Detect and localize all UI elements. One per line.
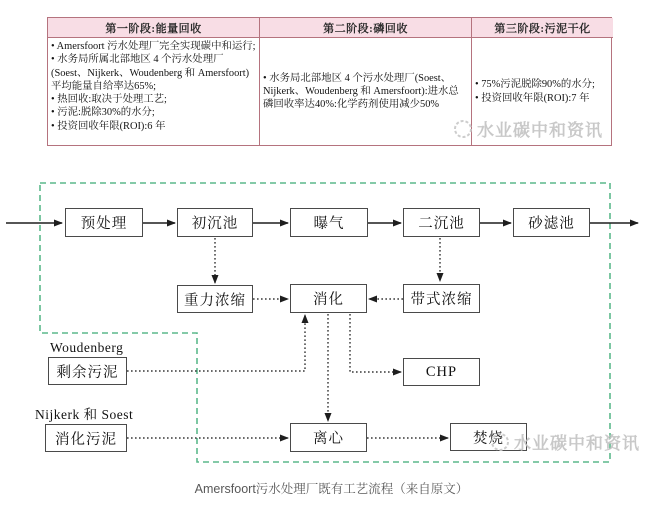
flow-box-sand-filter: 砂滤池 — [513, 208, 590, 237]
flow-box-centrifuge: 离心 — [290, 423, 367, 452]
flow-box-aeration: 曝气 — [290, 208, 368, 237]
bullet-item: • Amersfoort 污水处理厂完全实现碳中和运行; — [51, 41, 256, 52]
bullet-item: • 水务局所属北部地区 4 个污水处理厂(Soest、Nijkerk、Woudenberg 和 Amersfoort)平均能量自给率达65%; — [51, 54, 250, 92]
bullet-item: • 投资回收年限(ROI):6 年 — [51, 120, 166, 132]
bullet-item: • 热回收:取决于处理工艺; — [51, 94, 167, 106]
external-label-woudenberg: Woudenberg — [50, 340, 124, 355]
bullet-item: • 75%污泥脱除90%的水分; — [475, 79, 595, 91]
table-header-phase3: 第三阶段:污泥干化 — [471, 18, 613, 38]
flow-box-belt-thickening: 带式浓缩 — [403, 284, 480, 313]
phases-table — [47, 17, 612, 146]
table-cell-phase1 — [48, 38, 259, 145]
flow-box-gravity-thickening: 重力浓缩 — [177, 285, 253, 313]
flow-box-surplus-sludge: 剩余污泥 — [48, 357, 127, 385]
figure-caption: Amersfoort污水处理厂既有工艺流程（来自原文） — [194, 482, 469, 496]
flow-box-digested-sludge: 消化污泥 — [45, 424, 127, 452]
table-header-phase1: 第一阶段:能量回收 — [48, 18, 259, 38]
bullet-item: • 污泥:脱除30%的水分; — [51, 107, 155, 119]
flow-box-incineration: 焚烧 — [450, 423, 527, 451]
flow-box-digestion: 消化 — [290, 284, 367, 313]
bullet-item: • 投资回收年限(ROI):7 年 — [475, 92, 590, 104]
flow-box-chp: CHP — [403, 358, 480, 386]
bullet-item: • 水务局北部地区 4 个污水处理厂(Soest、Nijkerk、Woudenberg 和 Amersfoort):进水总磷回收率达40%:化学药剂使用减少50% — [263, 72, 459, 111]
arrow-digestion-to-chp — [350, 314, 401, 372]
watermark-text: 水业碳中和资讯 — [477, 121, 603, 140]
arrow-surplus-to-digestion — [127, 315, 305, 371]
flow-box-secondary-clarifier: 二沉池 — [403, 208, 480, 237]
watermark-text: 水业碳中和资讯 — [514, 434, 640, 453]
table-cell-phase3 — [471, 38, 613, 145]
table-header-phase2: 第二阶段:磷回收 — [259, 18, 471, 38]
dotted-sludge-arrows — [127, 238, 448, 438]
external-label-nijkerk-soest: Nijkerk 和 Soest — [35, 407, 134, 422]
flow-box-primary-clarifier: 初沉池 — [177, 208, 253, 237]
table-cell-phase2 — [259, 38, 471, 145]
flow-box-pretreatment: 预处理 — [65, 208, 143, 237]
